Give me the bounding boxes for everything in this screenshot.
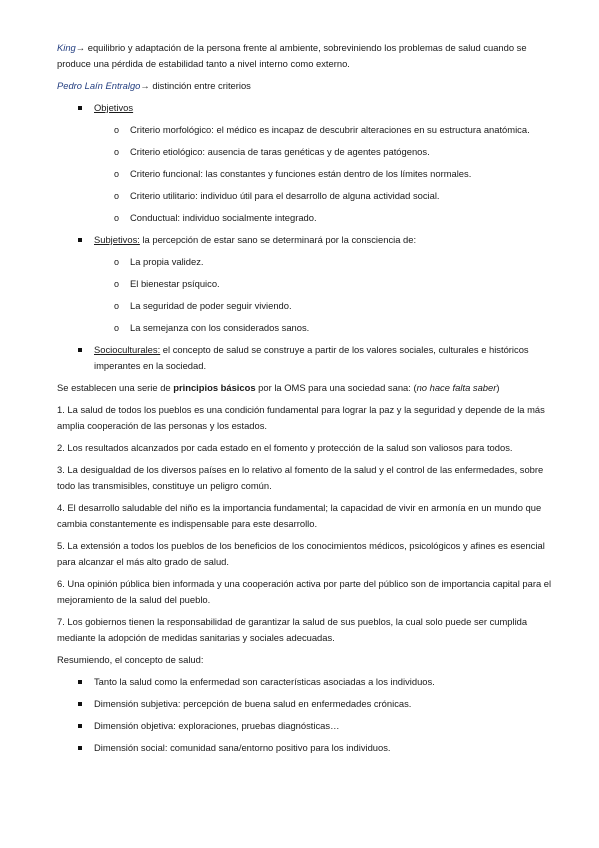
circle-bullet-icon: o xyxy=(114,213,120,223)
principle-item: 3. La desigualdad de los diversos países en lo relativo al fomento de la salud y el control de las enfermedades, sobre todo las transmisibles, constituye un peligro común. xyxy=(57,464,544,491)
square-bullet-icon xyxy=(78,724,82,728)
circle-bullet-icon: o xyxy=(114,191,120,201)
circle-bullet-icon: o xyxy=(114,257,120,267)
list-item: o La propia validez. xyxy=(57,254,557,270)
arrow-icon: → xyxy=(140,80,150,91)
principle-item: 4. El desarrollo saludable del niño es la importancia fundamental; la capacidad de vivir en armonía en un mundo que cambia constantemente es indispensable para este desarrollo. xyxy=(57,502,542,529)
summary-item: Tanto la salud como la enfermedad son características asociadas a los individuos. xyxy=(57,674,557,690)
king-definition xyxy=(57,40,557,72)
square-bullet-icon xyxy=(78,680,82,684)
list-item: o Criterio morfológico: el médico es incapaz de descubrir alteraciones en su estructura anatómica. xyxy=(57,122,557,138)
subjetivos-text: la percepción de estar sano se determinará por la consciencia de: xyxy=(139,234,417,245)
principle-item: 1. La salud de todos los pueblos es una condición fundamental para lograr la paz y la seguridad y depende de la más amplia cooperación de las personas y los estados. xyxy=(57,404,545,431)
list-item: o Criterio etiológico: ausencia de taras genéticas y de agentes patógenos. xyxy=(57,144,557,160)
square-bullet-icon xyxy=(78,702,82,706)
list-item: o Conductual: individuo socialmente integrado. xyxy=(57,210,557,226)
summary-item: Dimensión objetiva: exploraciones, pruebas diagnósticas… xyxy=(57,718,557,734)
lain-definition xyxy=(57,78,557,94)
square-bullet-icon xyxy=(78,348,82,352)
square-bullet-icon xyxy=(78,746,82,750)
socio-label: Socioculturales: xyxy=(94,344,161,355)
principle-item: 7. Los gobiernos tienen la responsabilidad de garantizar la salud de sus pueblos, la cual solo puede ser cumplida mediante la adopción de medidas sanitarias y sociales adecuadas. xyxy=(57,616,528,643)
bullet-socioculturales xyxy=(57,342,557,374)
author-lain: Pedro Laín Entralgo xyxy=(57,80,141,91)
subjetivos-label: Subjetivos: xyxy=(94,234,140,245)
summary-title: Resumiendo, el concepto de salud: xyxy=(57,654,204,665)
square-bullet-icon xyxy=(78,106,82,110)
arrow-icon: → xyxy=(75,42,86,53)
principles-intro: Se establecen una serie de principios básicos por la OMS para una sociedad sana: (no hace falta saber) xyxy=(57,382,500,393)
list-item: o La seguridad de poder seguir viviendo. xyxy=(57,298,557,314)
principle-item: 5. La extensión a todos los pueblos de los beneficios de los conocimientos médicos, psicológicos y afines es esencial para alcanzar el más alto grado de salud. xyxy=(57,540,545,567)
socio-text: el concepto de salud se construye a partir de los valores sociales, culturales e históricos imperantes en la sociedad. xyxy=(94,344,529,371)
circle-bullet-icon: o xyxy=(114,125,120,135)
summary-item: Dimensión subjetiva: percepción de buena salud en enfermedades crónicas. xyxy=(57,696,557,712)
summary-item: Dimensión social: comunidad sana/entorno positivo para los individuos. xyxy=(57,740,557,756)
list-item: o La semejanza con los considerados sanos. xyxy=(57,320,557,336)
circle-bullet-icon: o xyxy=(114,279,120,289)
list-item: o Criterio funcional: las constantes y funciones están dentro de los límites normales. xyxy=(57,166,557,182)
list-item: o Criterio utilitario: individuo útil para el desarrollo de alguna actividad social. xyxy=(57,188,557,204)
circle-bullet-icon: o xyxy=(114,147,120,157)
list-item: o El bienestar psíquico. xyxy=(57,276,557,292)
principle-item: 2. Los resultados alcanzados por cada estado en el fomento y protección de la salud son valiosos para todos. xyxy=(57,442,513,453)
circle-bullet-icon: o xyxy=(114,323,120,333)
circle-bullet-icon: o xyxy=(114,169,120,179)
objetivos-label: Objetivos xyxy=(94,102,134,113)
lain-text: distinción entre criterios xyxy=(152,80,251,91)
bullet-objetivos xyxy=(57,100,557,116)
circle-bullet-icon: o xyxy=(114,301,120,311)
author-king: King xyxy=(57,42,76,53)
king-text: equilibrio y adaptación de la persona frente al ambiente, sobreviniendo los problemas de salud cuando se produce una pérdida de estabilidad tanto a nivel interno como externo. xyxy=(57,42,527,69)
principle-item: 6. Una opinión pública bien informada y una cooperación activa por parte del público son de importancia capital para el mejoramiento de la salud del pueblo. xyxy=(57,578,552,605)
square-bullet-icon xyxy=(78,238,82,242)
document-page xyxy=(57,40,557,762)
bullet-subjetivos xyxy=(57,232,557,248)
